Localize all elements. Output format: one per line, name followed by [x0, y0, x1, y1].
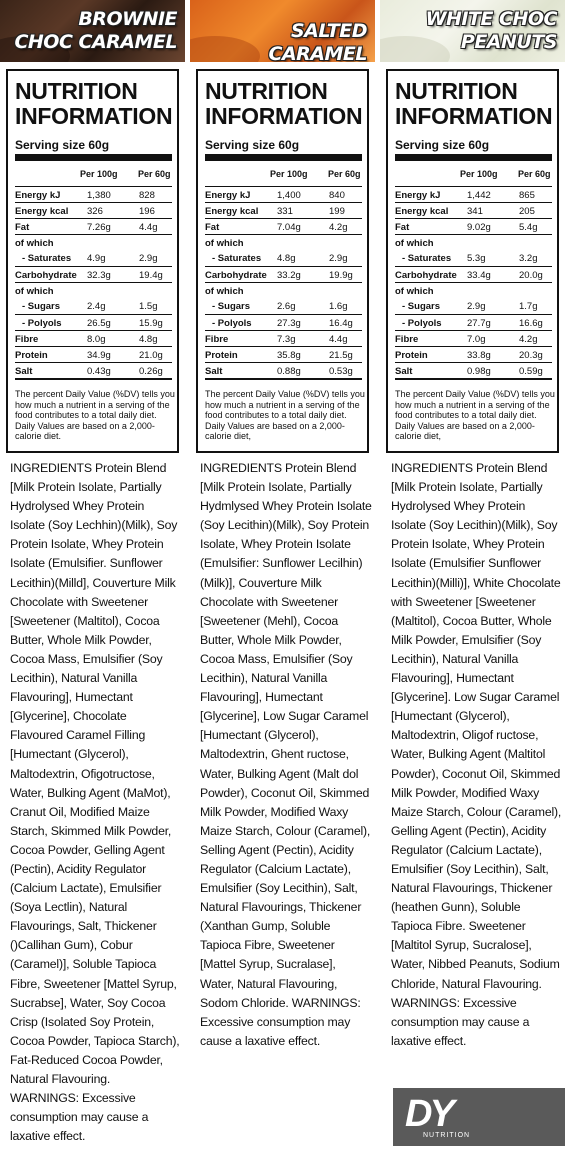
nutrient-label: Energy kJ — [395, 190, 441, 201]
table-bottom-rule — [395, 378, 552, 380]
nutrient-label: Protein — [205, 350, 238, 361]
value-per100g: 341 — [467, 206, 483, 217]
value-per60g: 2.9g — [329, 253, 348, 264]
value-per60g: 4.2g — [329, 222, 348, 233]
table-bottom-rule — [15, 378, 172, 380]
value-per100g: 0.88g — [277, 366, 301, 377]
value-per100g: 27.3g — [277, 318, 301, 329]
column-header-per100: Per 100g — [460, 169, 498, 179]
nutrition-row — [15, 330, 172, 346]
value-per100g: 7.26g — [87, 222, 111, 233]
flavour-banner — [190, 0, 375, 62]
nutrient-label: Carbohydrate — [15, 270, 77, 281]
value-per60g: 196 — [139, 206, 155, 217]
nutrient-label: - Saturates — [402, 253, 452, 264]
nutrition-row — [395, 266, 552, 282]
ingredients-text: INGREDIENTS Protein Blend [Milk Protein Isolate, Partially Hydrolysed Whey Protein Isolate (Soy Lecithin)(Milk), Soy Protein Isolate, Whey Protein Isolate (Emulsifier Sunflower Lecithin)(Milli)], White Chocolate with Sweetener [Sweetener (Maltitol), Cocoa Butter, Whole Milk Powder, Emulsifier (Soy Lecithin), Natural Vanilla Flavouring], Humectant [Glycerine]. Low Sugar Caramel [Humectant (Glycerol), Maltodextrin, Oligof ructose, Water, Bulking Agent (Maltitol Powder), Coconut Oil, Skimmed Milk Powder, Modified Waxy Maize Starch, Colour (Caramel), Gelling Agent (Pectin), Acidity Regulator (Calcium Lactate), Emulsifier (Soy Lecithin), Salt, Natural Flavourings, Thickener (heathen Gunn), Soluble Tapioca Fibre. Sweetener [Maltitol Syrup, Sucralose], Water, Nibbed Peanuts, Sodium Chloride, Natural Flavouring. WARNINGS: Excessive consumption may cause a laxative effect. — [391, 461, 562, 1048]
nutrition-row — [205, 346, 362, 362]
value-per60g: 2.9g — [139, 253, 158, 264]
column-header-per100: Per 100g — [80, 169, 118, 179]
column-header-per60: Per 60g — [518, 169, 551, 179]
ingredients-text: INGREDIENTS Protein Blend [Milk Protein Isolate, Partially Hydmlysed Whey Protein Isolate (Soy Lecithin)(Milk), Soy Protein Isolate, Whey Protein Isolate (Emulsifier: Sunflower Lecilhin)(Milk)], Couverture Milk Chocolate with Sweetener [Sweetener (Mehl), Cocoa Butter, Whole Milk Powder, Cocoa Mass, Emulsifier (Soy Lecithin), Natural Vanilla Flavouring], Humectant [Glycerine], Low Sugar Caramel [Humectant (Glycerol), Maltodextrin, Ghent ructose, Water, Bulking Agent (Malt dol Powder), Coconut Oil, Skimmed Milk Powder, Modified Waxy Maize Starch, Colour (Caramel), Selling Agent (Pectin), Acidity Regulator (Calcium Lactate), Emulsifier (Soy Lecithin), Salt, Natural Flavourings, Thickener (Xanthan Gump, Soluble Tapioca Fibre, Sweetener [Mattel Syrup, Sucralase], Water, Natural Flavouring, Sodom Chloride. WARNINGS: Excessive consumption may cause a laxative effect. — [200, 461, 372, 1048]
nutrition-row — [395, 298, 552, 314]
value-per60g: 840 — [329, 190, 345, 201]
nutrition-row — [395, 218, 552, 234]
panel-title: NUTRITION INFORMATION — [205, 78, 363, 129]
dv-footnote: The percent Daily Value (%DV) tells you how much a nutrient in a serving of the food contributes to a total daily diet. Daily Values are based on a 2,000-calorie diet, — [395, 389, 555, 441]
nutrition-row — [15, 186, 172, 202]
serving-size: Serving size 60g — [15, 138, 110, 152]
nutrition-row — [15, 218, 172, 234]
value-per100g: 9.02g — [467, 222, 491, 233]
nutrient-label: Fibre — [15, 334, 39, 345]
nutrition-panel — [6, 69, 179, 453]
nutrient-label: Fibre — [205, 334, 229, 345]
value-per60g: 16.4g — [329, 318, 353, 329]
value-per100g: 33.2g — [277, 270, 301, 281]
value-per100g: 1,400 — [277, 190, 301, 201]
value-per60g: 20.3g — [519, 350, 543, 361]
value-per100g: 1,380 — [87, 190, 111, 201]
value-per60g: 21.0g — [139, 350, 163, 361]
nutrient-label: - Saturates — [212, 253, 262, 264]
value-per100g: 4.9g — [87, 253, 106, 264]
value-per60g: 1.6g — [329, 301, 348, 312]
value-per100g: 2.9g — [467, 301, 486, 312]
nutrition-rows — [205, 186, 362, 380]
value-per60g: 0.26g — [139, 366, 163, 377]
nutrition-row — [205, 282, 362, 298]
nutrient-label: Carbohydrate — [205, 270, 267, 281]
value-per60g: 20.0g — [519, 270, 543, 281]
value-per60g: 3.2g — [519, 253, 538, 264]
value-per100g: 5.3g — [467, 253, 486, 264]
brand-logo — [393, 1088, 565, 1146]
nutrition-row — [15, 266, 172, 282]
value-per60g: 1.5g — [139, 301, 158, 312]
nutrition-rows — [15, 186, 172, 380]
value-per60g: 4.4g — [329, 334, 348, 345]
value-per60g: 205 — [519, 206, 535, 217]
nutrition-row — [205, 298, 362, 314]
nutrition-row — [205, 250, 362, 266]
nutrient-label: of which — [15, 238, 54, 249]
nutrition-row — [15, 234, 172, 250]
value-per100g: 7.3g — [277, 334, 296, 345]
flavour-name-line2: PEANUTS — [460, 31, 557, 53]
nutrition-row — [395, 234, 552, 250]
nutrition-row — [205, 362, 362, 378]
value-per100g: 326 — [87, 206, 103, 217]
logo-mark: DY — [405, 1093, 452, 1135]
serving-size: Serving size 60g — [205, 138, 300, 152]
nutrient-label: Protein — [15, 350, 48, 361]
nutrient-label: Fat — [395, 222, 410, 233]
flavour-name-line1: WHITE CHOC — [425, 8, 557, 30]
logo-subtitle: NUTRITION — [423, 1132, 471, 1139]
flavour-name-line1: SALTED CARAMEL — [268, 20, 367, 62]
nutrient-label: Energy kcal — [205, 206, 259, 217]
value-per100g: 331 — [277, 206, 293, 217]
nutrition-row — [15, 362, 172, 378]
value-per60g: 865 — [519, 190, 535, 201]
nutrition-panel — [386, 69, 559, 453]
column-header-per100: Per 100g — [270, 169, 308, 179]
value-per60g: 828 — [139, 190, 155, 201]
divider — [15, 154, 172, 161]
serving-size: Serving size 60g — [395, 138, 490, 152]
nutrition-row — [15, 202, 172, 218]
nutrient-label: of which — [395, 286, 434, 297]
nutrient-label: - Sugars — [212, 301, 251, 312]
nutrient-label: Energy kcal — [395, 206, 449, 217]
value-per100g: 35.8g — [277, 350, 301, 361]
value-per60g: 21.5g — [329, 350, 353, 361]
nutrition-row — [15, 314, 172, 330]
value-per60g: 0.59g — [519, 366, 543, 377]
value-per60g: 4.4g — [139, 222, 158, 233]
panel-title: NUTRITION INFORMATION — [395, 78, 553, 129]
nutrient-label: Carbohydrate — [395, 270, 457, 281]
nutrition-row — [395, 186, 552, 202]
value-per60g: 199 — [329, 206, 345, 217]
nutrient-label: Energy kcal — [15, 206, 69, 217]
nutrient-label: Salt — [205, 366, 223, 377]
value-per60g: 19.9g — [329, 270, 353, 281]
nutrition-row — [15, 298, 172, 314]
nutrition-row — [205, 266, 362, 282]
nutrition-row — [395, 314, 552, 330]
nutrition-row — [15, 346, 172, 362]
nutrition-rows — [395, 186, 552, 380]
nutrition-row — [395, 330, 552, 346]
nutrient-label: - Sugars — [22, 301, 61, 312]
nutrient-label: - Polyols — [22, 318, 62, 329]
value-per60g: 5.4g — [519, 222, 538, 233]
value-per60g: 15.9g — [139, 318, 163, 329]
nutrient-label: - Polyols — [212, 318, 252, 329]
nutrient-label: Fat — [205, 222, 220, 233]
nutrient-label: - Polyols — [402, 318, 442, 329]
product-column-salted-caramel — [190, 0, 375, 1156]
nutrient-label: Energy kJ — [15, 190, 61, 201]
nutrition-panel — [196, 69, 369, 453]
flavour-name-line2: CHOC CARAMEL — [14, 31, 177, 53]
nutrient-label: Salt — [15, 366, 33, 377]
nutrient-label: of which — [395, 238, 434, 249]
value-per60g: 1.7g — [519, 301, 538, 312]
value-per100g: 33.4g — [467, 270, 491, 281]
nutrient-label: Energy kJ — [205, 190, 251, 201]
value-per100g: 0.98g — [467, 366, 491, 377]
nutrition-row — [15, 282, 172, 298]
nutrition-row — [15, 250, 172, 266]
value-per60g: 4.8g — [139, 334, 158, 345]
divider — [395, 154, 552, 161]
dv-footnote: The percent Daily Value (%DV) tells you how much a nutrient in a serving of the food contributes to a total daily diet. Daily Values are based on a 2,000-calorie diet, — [205, 389, 365, 441]
column-header-per60: Per 60g — [328, 169, 361, 179]
product-column-white-choc-peanuts — [380, 0, 565, 1156]
ingredients-text: INGREDIENTS Protein Blend [Milk Protein Isolate, Partially Hydrolysed Whey Protein Isolate (Soy Lechhin)(Milk), Soy Protein Isolate, Whey Protein Isolate (Emulsifier. Sunflower Lecithin)(Milld], Couverture Milk Chocolate with Sweetener [Sweetener (Maltitol), Cocoa Butter, Whole Milk Powder, Cocoa Mass, Emulsifier (Soy Lecithin), Natural Vanilla Flavouring], Humectant [Glycerine], Chocolate Flavoured Caramel Filling [Humectant (Glycerol), Maltodextrin, Ofigotructose, Water, Bulking Agent (MaMot), Cranut Oil, Modified Maize Starch, Skimmed Milk Powder, Cocoa Powder, Gelling Agent (Pectin), Acidity Regulator (Calcium Lactate), Emulsifier (Soya Lectlin), Natural Flavourings, Salt, Thickener ()Callihan Gum), Cobur (Caramel)], Soluble Tapioca Fibre, Sweetener [Mattel Syrup, Sucrabse], Water, Soy Cocoa Crisp (Isolated Soy Protein, Cocoa Powder, Tapioca Starch), Fat-Reduced Cocoa Powder, Natural Flavouring. WARNINGS: Excessive consumption may cause a laxative effect. — [10, 461, 180, 1144]
nutrient-label: - Saturates — [22, 253, 72, 264]
value-per60g: 19.4g — [139, 270, 163, 281]
value-per100g: 1,442 — [467, 190, 491, 201]
nutrient-label: Protein — [395, 350, 428, 361]
value-per100g: 8.0g — [87, 334, 106, 345]
value-per100g: 27.7g — [467, 318, 491, 329]
nutrition-row — [205, 218, 362, 234]
column-header-per60: Per 60g — [138, 169, 171, 179]
nutrient-label: of which — [15, 286, 54, 297]
dv-footnote: The percent Daily Value (%DV) tells you how much a nutrient in a serving of the food contributes to a total daily diet. Daily Values are based on a 2,000-calorie diet. — [15, 389, 175, 441]
nutrition-row — [205, 330, 362, 346]
value-per100g: 7.04g — [277, 222, 301, 233]
nutrition-row — [395, 250, 552, 266]
nutrient-label: of which — [205, 286, 244, 297]
value-per100g: 2.6g — [277, 301, 296, 312]
value-per60g: 4.2g — [519, 334, 538, 345]
value-per100g: 26.5g — [87, 318, 111, 329]
value-per100g: 33.8g — [467, 350, 491, 361]
table-bottom-rule — [205, 378, 362, 380]
nutrient-label: - Sugars — [402, 301, 441, 312]
panel-title: NUTRITION INFORMATION — [15, 78, 173, 129]
nutrition-row — [205, 314, 362, 330]
divider — [205, 154, 362, 161]
nutrition-row — [395, 362, 552, 378]
product-column-brownie — [0, 0, 185, 1156]
nutrition-row — [395, 202, 552, 218]
value-per100g: 4.8g — [277, 253, 296, 264]
nutrition-row — [205, 234, 362, 250]
value-per100g: 2.4g — [87, 301, 106, 312]
nutrition-row — [205, 186, 362, 202]
nutrition-row — [205, 202, 362, 218]
value-per100g: 0.43g — [87, 366, 111, 377]
flavour-banner — [380, 0, 565, 62]
flavour-banner — [0, 0, 185, 62]
value-per100g: 32.3g — [87, 270, 111, 281]
flavour-name-line1: BROWNIE — [78, 8, 177, 30]
nutrient-label: Fat — [15, 222, 30, 233]
nutrient-label: of which — [205, 238, 244, 249]
nutrient-label: Salt — [395, 366, 413, 377]
value-per60g: 0.53g — [329, 366, 353, 377]
value-per100g: 7.0g — [467, 334, 486, 345]
nutrition-row — [395, 282, 552, 298]
nutrition-row — [395, 346, 552, 362]
value-per60g: 16.6g — [519, 318, 543, 329]
value-per100g: 34.9g — [87, 350, 111, 361]
nutrient-label: Fibre — [395, 334, 419, 345]
